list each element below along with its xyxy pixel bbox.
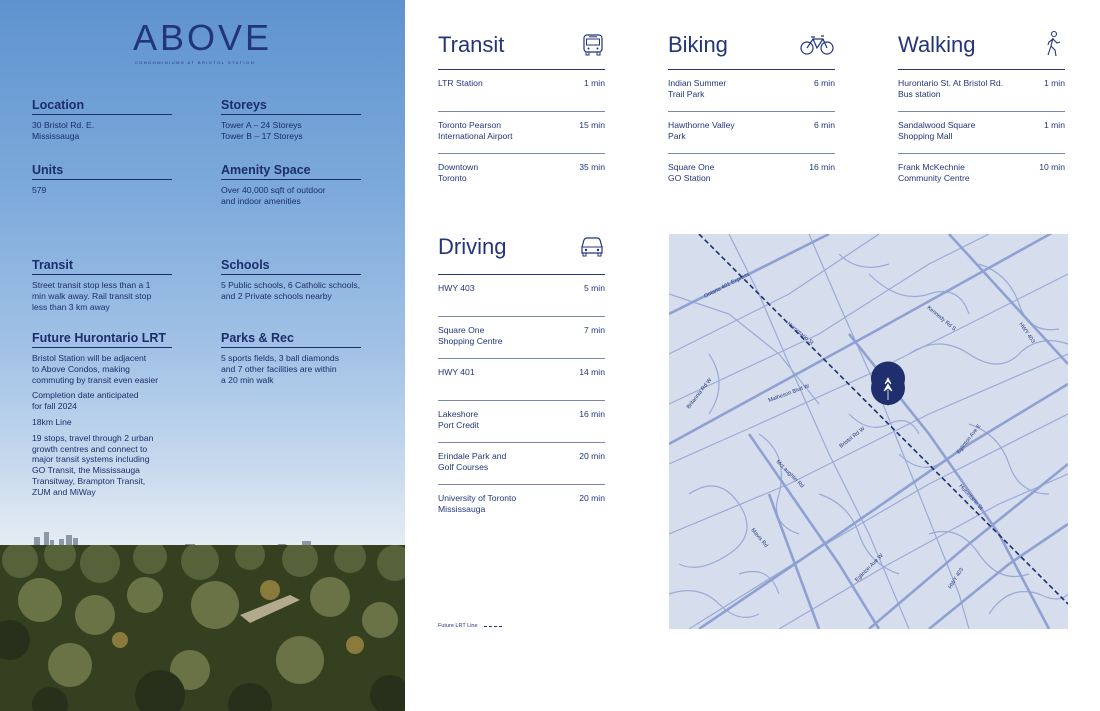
destination: Downtown Toronto <box>438 162 479 183</box>
travel-time: 6 min <box>813 120 835 130</box>
list-item <box>668 112 835 154</box>
fact-text: Completion date anticipated for fall 2024 <box>32 390 139 412</box>
driving-section <box>438 232 605 527</box>
travel-time: 1 min <box>583 78 605 88</box>
map-label: Kennedy Rd S <box>925 304 957 333</box>
map-label: Britannia Rd W <box>685 377 714 411</box>
travel-time: 1 min <box>1043 120 1065 130</box>
logo-tagline: CONDOMINIUMS AT BRISTOL STATION <box>134 60 256 65</box>
fact-text: 5 Public schools, 6 Catholic schools, and 2 Private schools nearby <box>221 280 361 301</box>
list-item <box>438 443 605 485</box>
section-header <box>898 30 1065 70</box>
list-item <box>438 70 605 112</box>
section-title: Walking <box>898 32 976 57</box>
transit-section <box>438 30 605 196</box>
destination: Toronto Pearson International Airport <box>438 120 513 141</box>
logo-wordmark: ABOVE <box>133 17 273 58</box>
list-item <box>438 485 605 527</box>
location-pin-icon[interactable] <box>871 362 905 406</box>
list-item <box>438 154 605 196</box>
fact-title: Location <box>32 98 172 115</box>
biking-section <box>668 30 835 196</box>
travel-time: 15 min <box>579 120 605 130</box>
fact-units <box>32 163 172 201</box>
fact-storeys <box>221 98 361 147</box>
section-title: Driving <box>438 234 507 259</box>
section-title: Biking <box>668 32 728 57</box>
travel-time: 16 min <box>809 162 835 172</box>
legend-label: Future LRT Line <box>438 623 478 629</box>
map-graphic <box>669 234 1068 629</box>
fact-text: Tower A – 24 Storeys Tower B – 17 Storeys <box>221 120 303 141</box>
fact-text: 30 Bristol Rd. E. Mississauga <box>32 120 95 141</box>
fact-schools <box>221 258 361 307</box>
map-label: Hurontario St <box>785 320 815 347</box>
fact-title: Storeys <box>221 98 361 115</box>
travel-time: 10 min <box>1039 162 1065 172</box>
map-label: Ontario 401 Express <box>703 271 751 300</box>
fact-amenity <box>221 163 361 212</box>
bus-icon <box>581 33 605 57</box>
list-item <box>438 275 605 317</box>
section-header <box>668 30 835 70</box>
fact-text: Bristol Station will be adjacent to Above Condos, making commuting by transit even easier <box>32 353 159 385</box>
travel-time: 20 min <box>579 451 605 461</box>
fact-text: 19 stops, travel through 2 urban growth centres and connect to major transit systems including GO Transit, the Mississauga Transitway, Brampton Transit, ZUM and MiWay <box>32 432 154 497</box>
fact-title: Units <box>32 163 172 180</box>
destination: Hawthorne Valley Park <box>668 120 735 141</box>
travel-time: 1 min <box>1043 78 1065 88</box>
fact-parks <box>221 331 361 390</box>
destination: Square One GO Station <box>668 162 715 183</box>
brand-logo <box>133 17 273 65</box>
list-item <box>438 401 605 443</box>
fact-text: Street transit stop less than a 1 min walk away. Rail transit stop less than 3 km away <box>32 280 152 312</box>
walking-person-icon <box>1041 30 1065 58</box>
map-legend <box>438 623 502 629</box>
travel-time: 6 min <box>813 78 835 88</box>
travel-time: 20 min <box>579 493 605 503</box>
map-label: Eglinton Ave W <box>854 552 885 584</box>
info-panel <box>0 0 405 711</box>
travel-time: 14 min <box>579 367 605 377</box>
area-map[interactable] <box>669 234 1068 629</box>
dashed-line-icon <box>484 626 502 627</box>
fact-title: Schools <box>221 258 361 275</box>
destination: LTR Station <box>438 78 483 88</box>
list-item <box>898 154 1065 196</box>
forest-canopy-image <box>0 545 405 711</box>
list-item <box>668 154 835 196</box>
destination: HWY 401 <box>438 367 475 377</box>
section-header <box>438 232 605 275</box>
map-label: McLaughlin Rd <box>774 459 805 490</box>
destination: Frank McKechnie Community Centre <box>898 162 970 183</box>
travel-time: 16 min <box>579 409 605 419</box>
destination: University of Toronto Mississauga <box>438 493 517 514</box>
walking-section <box>898 30 1065 196</box>
destination: Hurontario St. At Bristol Rd. Bus station <box>898 78 1004 99</box>
car-icon <box>579 235 605 257</box>
fact-title: Future Hurontario LRT <box>32 331 172 348</box>
fact-text: Over 40,000 sqft of outdoor and indoor amenities <box>221 185 326 206</box>
destination: Square One Shopping Centre <box>438 325 503 346</box>
map-label: Mavis Rd <box>749 527 769 549</box>
travel-time: 7 min <box>583 325 605 335</box>
destination: HWY 403 <box>438 283 475 293</box>
section-header <box>438 30 605 70</box>
list-item <box>898 70 1065 112</box>
map-label: Bristol Rd W <box>838 426 867 450</box>
list-item <box>898 112 1065 154</box>
bicycle-icon <box>799 33 835 57</box>
destination: Erindale Park and Golf Courses <box>438 451 507 472</box>
map-label: HWY 403 <box>1017 321 1036 345</box>
list-item <box>668 70 835 112</box>
destination: Lakeshore Port Credit <box>438 409 480 430</box>
map-label: Eglinton Ave E <box>955 423 983 456</box>
list-item <box>438 112 605 154</box>
travel-time: 35 min <box>579 162 605 172</box>
map-label: Matheson Blvd W <box>767 383 811 404</box>
section-title: Transit <box>438 32 505 57</box>
fact-lrt <box>32 331 172 503</box>
fact-text: 579 <box>32 185 47 195</box>
list-item <box>438 359 605 401</box>
destination: Sandalwood Square Shopping Mall <box>898 120 976 141</box>
map-label: Hurontario St <box>957 483 984 512</box>
fact-title: Parks & Rec <box>221 331 361 348</box>
travel-time: 5 min <box>583 283 605 293</box>
list-item <box>438 317 605 359</box>
fact-title: Amenity Space <box>221 163 361 180</box>
fact-text: 5 sports fields, 3 ball diamonds and 7 other facilities are within a 20 min walk <box>221 353 339 385</box>
fact-transit <box>32 258 172 317</box>
fact-text: 18km Line <box>32 416 72 427</box>
fact-title: Transit <box>32 258 172 275</box>
fact-location <box>32 98 172 147</box>
destination: Indian Summer Trail Park <box>668 78 727 99</box>
map-label: HWY 403 <box>947 567 966 591</box>
